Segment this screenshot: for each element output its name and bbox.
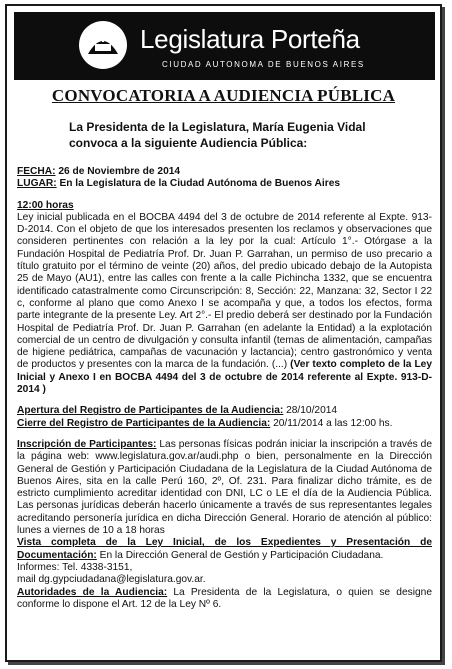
fecha-label: FECHA: xyxy=(17,166,56,177)
notice-body xyxy=(17,166,432,611)
header-banner xyxy=(14,12,435,80)
ley-body: Ley inicial publicada en el BOCBA 4494 del 3 de octubre de 2014 referente al Expte. 913-D-2014. Con el objeto de que los interesados presenten los reclamos y observaciones que consideren pertinentes con relación a la ley por la cual: Artículo 1°.- Otórgase a la Fundación Hospital de Pediatría Prof. Dr. Juan P. Garrahan, un permiso de uso precario a título gratuito por el término de veinte (20) años, del predio ubicado debajo de la Autopista 25 de Mayo (AU1), entre las calles con frente a la calle Pichincha 1332, que se encuentra identificado catastralmente como Circunscripción: 8, Sección: 22, Manzana: 32, Sector I 22 c, conforme al plano que como Anexo I se acompaña y que, a todos los efectos, forma parte integrante de la presente Ley. Art 2°.- El predio deberá ser destinado por la Fundación Hospital de Pediatría Prof. Dr. Juan P. Garrahan (en adelante la Entidad) a la explotación comercial de un centro de divulgación y consulta infantil (temas de alimentación, campañas de higiene pediátrica, campañas de vacunación y lactancia); centro gastronómico y venta de productos y presentes con la marca de la fundación. (...) xyxy=(17,211,432,371)
vista-label: Vista completa de la Ley Inicial, de los Expedientes y Presentación de Documentación: xyxy=(17,537,432,561)
hora-label: 12:00 horas xyxy=(17,199,74,211)
autoridades-section xyxy=(17,587,432,612)
cierre-row xyxy=(17,418,432,430)
fecha-row xyxy=(17,166,432,178)
ley-text xyxy=(17,212,432,396)
intro-line-1: La Presidenta de la Legislatura, María Eugenia Vidal xyxy=(69,120,366,134)
vista-text: En la Dirección General de Gestión y Participación Ciudadana. xyxy=(96,549,384,561)
notice-frame xyxy=(5,4,442,662)
inscripcion-text: Las personas físicas podrán iniciar la inscripción a través de la página web: www.legislatura.gov.ar/audi.php o bien, personalmente en la Dirección General de Gestión y Participación Ciudadana de la Legislatura de la Ciudad Autónoma de Buenos Aires, sita en la calle Perú 160, 2º, Of. 231. Para finalizar dicho trámite, es de estricto cumplimiento acreditar identidad con DNI, LC o LE el día de la Audiencia Pública. Las personas jurídicas deberán hacerlo únicamente a través de sus representantes legales acreditando personería jurídica en dicha Dirección General. Horario de atención al público: lunes a viernes de 10 a 18 horas xyxy=(17,438,432,537)
cierre-value: 20/11/2014 a las 12:00 hs. xyxy=(270,417,393,429)
lugar-row xyxy=(17,178,432,190)
ley-reference: (Ver texto completo de la Ley Inicial y Anexo I en BOCBA 4494 del 3 de octubre de 2014 referente al Expte. 913-D-2014 ) xyxy=(17,359,433,396)
autoridades-text: La Presidenta de la Legislatura, o quien se designe conforme lo dispone el Art. 12 de la Ley Nº 6. xyxy=(17,586,432,610)
page-title: CONVOCATORIA A AUDIENCIA PÚBLICA xyxy=(51,86,396,105)
intro xyxy=(69,119,389,151)
apertura-label: Apertura del Registro de Participantes de la Audiencia: xyxy=(17,405,284,417)
apertura-row xyxy=(17,405,432,417)
informes-line: Informes: Tel. 4338-3151, xyxy=(17,561,133,573)
autoridades-label: Autoridades de la Audiencia: xyxy=(17,586,168,598)
vista-section xyxy=(17,537,432,562)
cierre-label: Cierre del Registro de Participantes de la Audiencia: xyxy=(17,417,271,429)
lugar-value: En la Legislatura de la Ciudad Autónoma de Buenos Aires xyxy=(56,178,341,190)
brand-subtitle: CIUDAD AUTONOMA DE BUENOS AIRES xyxy=(162,60,365,69)
legislatura-logo-icon xyxy=(78,20,128,70)
inscripcion-section xyxy=(17,439,432,537)
fecha-value: 26 de Noviembre de 2014 xyxy=(55,166,181,177)
lugar-label: LUGAR: xyxy=(17,178,57,190)
intro-line-2: convoca a la siguiente Audiencia Pública: xyxy=(69,136,308,150)
inscripcion-label: Inscripción de Participantes: xyxy=(17,438,157,450)
mail-line: mail dg.gypciudadana@legislatura.gov.ar. xyxy=(17,574,206,586)
brand-title: Legislatura Porteña xyxy=(140,24,360,54)
apertura-value: 28/10/2014 xyxy=(283,405,338,417)
